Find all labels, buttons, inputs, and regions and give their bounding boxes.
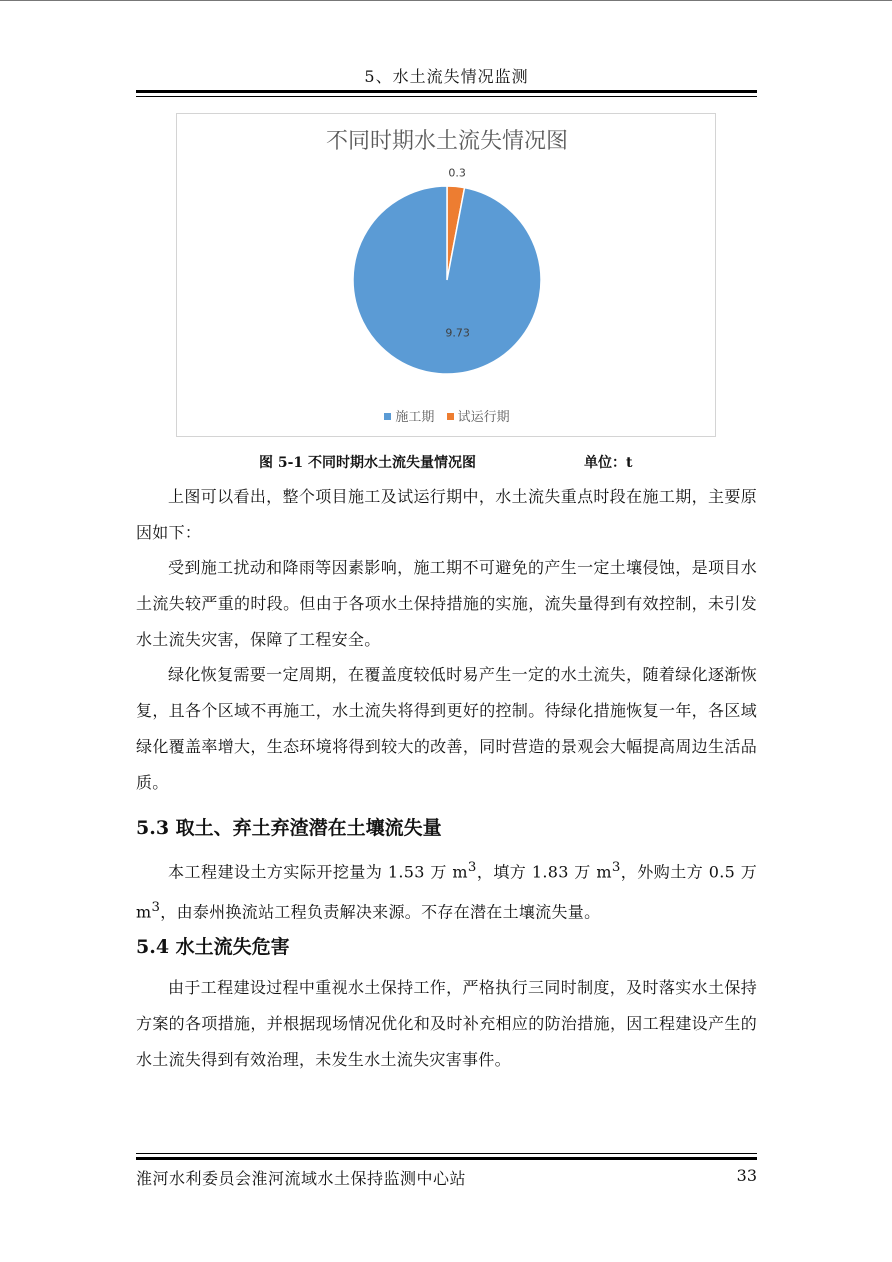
p4-sup-3: 3 — [151, 900, 161, 916]
p4-part-b: ，填方 1.83 万 m — [476, 862, 612, 882]
pie-chart — [176, 113, 716, 437]
footer-rule-thick — [136, 1157, 757, 1160]
p4-part-c: ，外购土方 0.5 万 m — [136, 862, 758, 922]
legend-swatch-construction — [384, 413, 391, 420]
paragraph-1: 上图可以看出，整个项目施工及试运行期中，水土流失重点时段在施工期，主要原因如下： — [136, 487, 757, 542]
data-label-trial-operation: 0.3 — [448, 166, 466, 180]
p4-part-d: ，由泰州换流站工程负责解决来源。不存在潜在土壤流失量。 — [160, 902, 601, 922]
chart-title: 不同时期水土流失情况图 — [325, 129, 568, 154]
figure-caption-unit: 单位：t — [584, 455, 633, 471]
pie-svg — [177, 114, 717, 438]
legend-label-trial-operation: 试运行期 — [457, 410, 510, 425]
footer-rule-thin — [136, 1153, 757, 1154]
legend-item-construction — [384, 406, 434, 425]
p4-part-a: 本工程建设土方实际开挖量为 1.53 万 m — [168, 862, 468, 882]
paragraph-4 — [136, 850, 757, 931]
paragraph-3: 绿化恢复需要一定周期，在覆盖度较低时易产生一定的水土流失，随着绿化逐渐恢复，且各个区域不再施工，水土流失将得到更好的控制。待绿化措施恢复一年，各区域绿化覆盖率增大，生态环境将得到较大的改善，同时营造的景观会大幅提高周边生活品质。 — [136, 665, 757, 792]
legend-swatch-trial-operation — [447, 413, 454, 420]
paragraph-2: 受到施工扰动和降雨等因素影响，施工期不可避免的产生一定土壤侵蚀，是项目水土流失较严重的时段。但由于各项水土保持措施的实施，流失量得到有效控制，未引发水土流失灾害，保障了工程安全。 — [136, 558, 757, 649]
legend-item-trial-operation — [447, 406, 510, 425]
section-5-4-title: 5.4 水土流失危害 — [136, 936, 290, 958]
p4-sup-2: 3 — [611, 860, 621, 875]
header-rule-thick — [136, 90, 757, 93]
section-5-3-title: 5.3 取土、弃土弃渣潜在土壤流失量 — [136, 817, 442, 839]
legend-label-construction: 施工期 — [395, 410, 435, 425]
page-number: 33 — [736, 1166, 757, 1185]
paragraph-5: 由于工程建设过程中重视水土保持工作，严格执行三同时制度，及时落实水土保持方案的各项措施，并根据现场情况优化和及时补充相应的防治措施，因工程建设产生的水土流失得到有效治理，未发生水土流失灾害事件。 — [136, 978, 757, 1069]
p4-sup-1: 3 — [467, 860, 477, 875]
footer-organization: 淮河水利委员会淮河流域水土保持监测中心站 — [136, 1169, 467, 1188]
header-rule-thin — [136, 96, 757, 97]
chart-legend — [177, 406, 717, 425]
pie-slice-construction — [353, 186, 541, 374]
figure-caption-title: 图 5-1 不同时期水土流失量情况图 — [259, 455, 477, 471]
data-label-construction: 9.73 — [445, 326, 470, 340]
page-top-border — [0, 0, 892, 1]
running-header: 5、水土流失情况监测 — [364, 67, 529, 86]
